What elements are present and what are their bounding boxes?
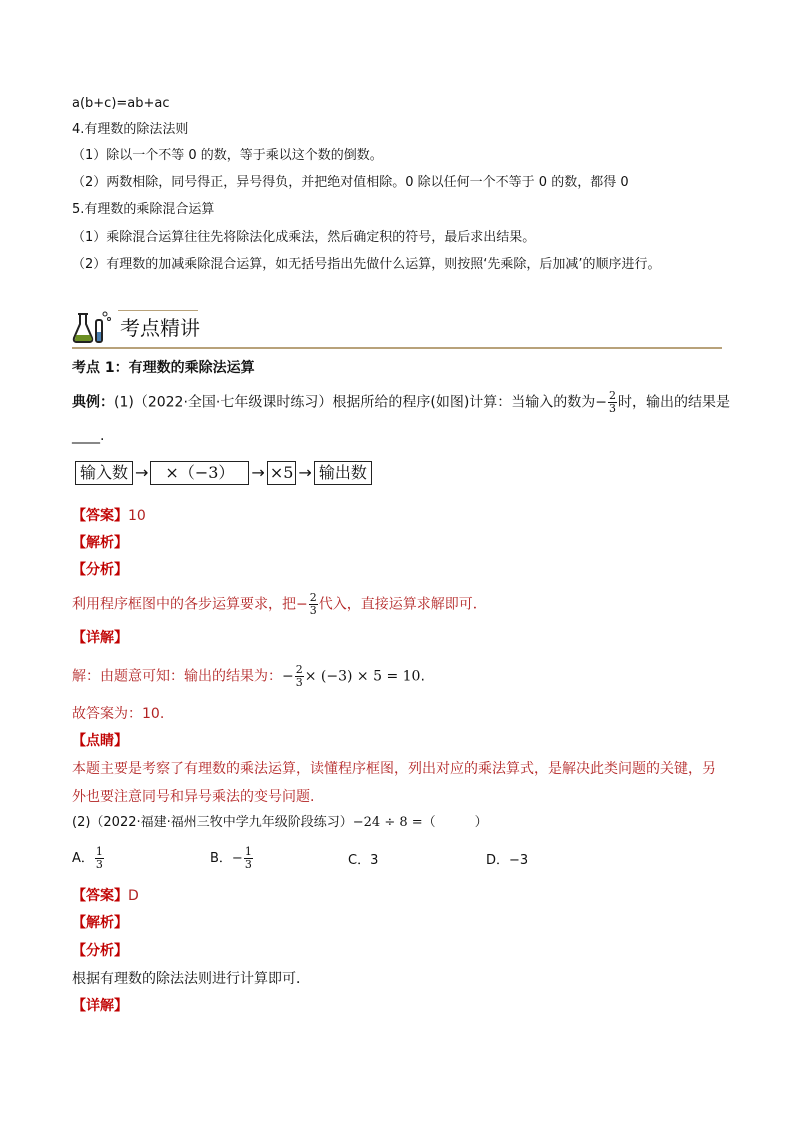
option-b[interactable]: B．− $\frac{1}{3}$ — [210, 845, 252, 871]
xiangjie-text: 解：由题意可知：输出的结果为：− $\frac{2}{3}$ × (−3) × 5 = 10. — [72, 663, 425, 689]
option-c[interactable]: C．3 — [348, 853, 379, 868]
answer-value: D — [128, 888, 139, 904]
rule4-title: 4.有理数的除法法则 — [72, 122, 189, 137]
division-expression: −24 ÷ 8 = — [352, 815, 423, 830]
section-title: 考点精讲 — [120, 316, 200, 340]
rule5-item2: （2）有理数的加减乘除混合运算，如无括号指出先做什么运算，则按照‘先乘除，后加减’的顺序进行。 — [72, 257, 661, 272]
rule4-item2: （2）两数相除，同号得正，异号得负，并把绝对值相除。0 除以任何一个不等于 0 的数，都得 0 — [72, 175, 629, 190]
program-flowchart — [75, 461, 372, 485]
fenxi-text: 根据有理数的除法法则进行计算即可． — [72, 971, 310, 987]
flask-icon — [72, 308, 112, 346]
fenxi-text: 利用程序框图中的各步运算要求，把− $\frac{2}{3}$ 代入，直接运算求解即可． — [72, 591, 487, 617]
gudaan-text: 故答案为：10. — [72, 706, 165, 722]
dianjing-label: 【点睛】 — [72, 733, 128, 749]
rule5-title: 5.有理数的乘除混合运算 — [72, 202, 215, 217]
fraction-one-third: $\frac{1}{3}$ — [95, 845, 103, 871]
option-a[interactable]: A． $\frac{1}{3}$ — [72, 845, 103, 871]
fenxi-label: 【分析】 — [72, 562, 128, 578]
example-label: 典例： — [72, 394, 114, 411]
example2-question: (2)（2022·福建·福州三牧中学九年级阶段练习）−24 ÷ 8 =（ ） — [72, 815, 488, 830]
fraction-two-thirds: $\frac{2}{3}$ — [295, 663, 303, 689]
xiangjie-label: 【详解】 — [72, 630, 128, 646]
answer-label: 【答案】 — [72, 888, 128, 904]
example1-question-text-b: 时，输出的结果是 — [618, 394, 731, 411]
example1-question-text-a: (1)（2022·全国·七年级课时练习）根据所给的程序(如图)计算：当输入的数为 — [114, 394, 596, 411]
flow-arrow: → — [251, 463, 265, 482]
option-d[interactable]: D．−3 — [486, 853, 529, 868]
example2-answer — [72, 886, 139, 906]
flow-box-multiply-neg3: ×（−3） — [150, 461, 249, 485]
flow-box-multiply-5: ×5 — [267, 461, 297, 485]
neg-sign: − — [595, 394, 608, 411]
example1-question — [72, 390, 730, 415]
flow-arrow: → — [298, 463, 312, 482]
fraction-one-third: $\frac{1}{3}$ — [244, 845, 252, 871]
example1-answer — [72, 506, 146, 526]
jiexi-label: 【解析】 — [72, 915, 128, 931]
kaodian-title: 考点 1：有理数的乘除法运算 — [72, 360, 255, 376]
xiangjie-label: 【详解】 — [72, 998, 128, 1014]
distributive-formula: a(b+c)=ab+ac — [72, 96, 170, 111]
rule4-item1: （1）除以一个不等 0 的数，等于乘以这个数的倒数。 — [72, 148, 383, 163]
fraction-two-thirds: $\frac{2}{3}$ — [609, 389, 617, 415]
jiexi-label: 【解析】 — [72, 535, 128, 551]
dianjing-line2: 外也要注意同号和异号乘法的变号问题. — [72, 789, 315, 805]
section-header-top-line — [118, 310, 198, 311]
rule5-item1: （1）乘除混合运算往往先将除法化成乘法，然后确定积的符号，最后求出结果。 — [72, 230, 536, 245]
calculation-expression: × (−3) × 5 = 10 — [304, 668, 421, 685]
dianjing-line1: 本题主要是考察了有理数的乘法运算，读懂程序框图，列出对应的乘法算式，是解决此类问题的关键，另 — [72, 761, 716, 777]
answer-label: 【答案】 — [72, 508, 128, 524]
flow-box-input: 输入数 — [75, 461, 133, 485]
section-divider — [72, 347, 722, 349]
flow-box-output: 输出数 — [314, 461, 372, 485]
fraction-two-thirds: $\frac{2}{3}$ — [309, 591, 317, 617]
answer-value: 10 — [128, 508, 146, 524]
flow-arrow: → — [135, 463, 149, 482]
answer-blank: ____. — [72, 428, 105, 444]
fenxi-label: 【分析】 — [72, 943, 128, 959]
